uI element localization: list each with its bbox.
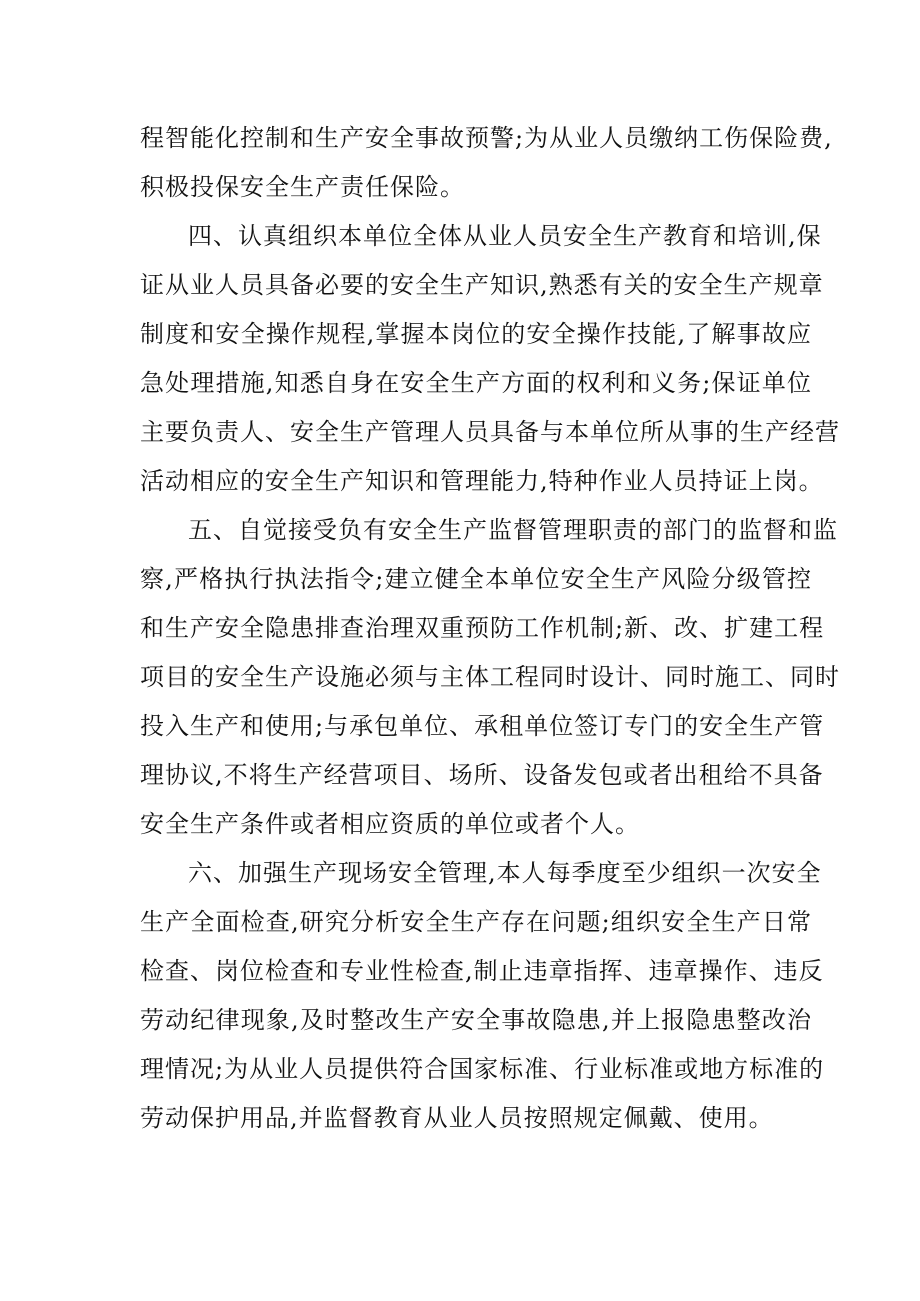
- text-line: 急处理措施,知悉自身在安全生产方面的权利和义务;保证单位: [140, 369, 812, 397]
- text-line: 检查、岗位检查和专业性检查,制止违章指挥、违章操作、违反: [140, 957, 824, 985]
- text-line: 劳动纪律现象,及时整改生产安全事故隐患,并上报隐患整改治: [140, 1006, 812, 1034]
- text-line: 生产全面检查,研究分析安全生产存在问题;组织安全生产日常: [140, 908, 812, 936]
- text-line: 证从业人员具备必要的安全生产知识,熟悉有关的安全生产规章: [140, 271, 824, 299]
- text-line: 六、加强生产现场安全管理,本人每季度至少组织一次安全: [188, 859, 822, 887]
- text-line: 制度和安全操作规程,掌握本岗位的安全操作技能,了解事故应: [140, 320, 812, 348]
- text-line: 主要负责人、安全生产管理人员具备与本单位所从事的生产经营: [140, 418, 840, 446]
- text-line: 项目的安全生产设施必须与主体工程同时设计、同时施工、同时: [140, 663, 840, 691]
- text-line: 理情况;为从业人员提供符合国家标准、行业标准或地方标准的: [140, 1055, 825, 1083]
- text-line: 程智能化控制和生产安全事故预警;为从业人员缴纳工伤保险费,: [140, 124, 833, 152]
- paragraph-four: [140, 212, 840, 506]
- paragraph-six: [140, 849, 825, 1143]
- text-line: 安全生产条件或者相应资质的单位或者个人。: [140, 810, 640, 838]
- document-body: [140, 114, 840, 1143]
- paragraph-five: [140, 506, 840, 849]
- text-line: 活动相应的安全生产知识和管理能力,特种作业人员持证上岗。: [140, 467, 824, 495]
- text-line: 察,严格执行执法指令;建立健全本单位安全生产风险分级管控: [140, 565, 812, 593]
- text-line: 五、自觉接受负有安全生产监督管理职责的部门的监督和监: [188, 516, 838, 544]
- paragraph-continuation: [140, 114, 833, 212]
- text-line: 劳动保护用品,并监督教育从业人员按照规定佩戴、使用。: [140, 1104, 774, 1132]
- text-line: 理协议,不将生产经营项目、场所、设备发包或者出租给不具备: [140, 761, 824, 789]
- text-line: 和生产安全隐患排查治理双重预防工作机制;新、改、扩建工程: [140, 614, 825, 642]
- text-line: 投入生产和使用;与承包单位、承租单位签订专门的安全生产管: [140, 712, 825, 740]
- text-line: 四、认真组织本单位全体从业人员安全生产教育和培训,保: [188, 222, 822, 250]
- text-line: 积极投保安全生产责任保险。: [140, 173, 465, 201]
